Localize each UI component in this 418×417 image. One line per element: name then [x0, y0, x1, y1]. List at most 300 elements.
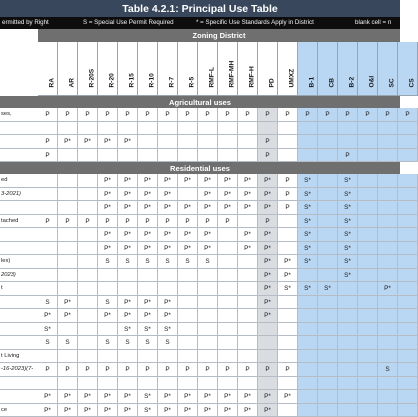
- table-cell: P*: [258, 255, 278, 269]
- table-cell: [218, 309, 238, 323]
- table-cell: P*: [118, 228, 138, 242]
- table-cell: [358, 269, 378, 283]
- table-cell: [238, 135, 258, 149]
- table-cell: P: [118, 108, 138, 122]
- table-row: [0, 323, 400, 337]
- table-cell: [398, 255, 418, 269]
- table-cell: [198, 296, 218, 310]
- table-cell: [58, 255, 78, 269]
- table-cell: [378, 296, 398, 310]
- table-cell: [218, 122, 238, 136]
- table-cell: [178, 336, 198, 350]
- table-cell: [198, 122, 218, 136]
- table-cell: [218, 242, 238, 256]
- table-cell: P*: [238, 242, 258, 256]
- table-cell: [378, 255, 398, 269]
- table-cell: [118, 149, 138, 163]
- table-cell: P: [158, 215, 178, 229]
- table-cell: [38, 269, 58, 283]
- table-cell: P: [258, 215, 278, 229]
- table-cell: [78, 149, 98, 163]
- table-cell: S: [98, 336, 118, 350]
- district-header-label: B-2: [348, 77, 355, 88]
- table-cell: P*: [258, 296, 278, 310]
- table-cell: [338, 309, 358, 323]
- table-cell: P: [258, 135, 278, 149]
- table-cell: P: [38, 363, 58, 377]
- table-cell: P: [258, 149, 278, 163]
- table-cell: [278, 309, 298, 323]
- table-row: [0, 377, 400, 391]
- table-cell: [58, 201, 78, 215]
- table-cell: [358, 390, 378, 404]
- table-cell: S*: [298, 215, 318, 229]
- district-header-label: RMF-L: [208, 67, 215, 88]
- table-cell: P*: [98, 228, 118, 242]
- district-header-r-10: [138, 42, 158, 96]
- table-cell: P*: [118, 296, 138, 310]
- table-row: [0, 363, 400, 377]
- table-cell: P: [138, 363, 158, 377]
- table-cell: [158, 350, 178, 364]
- table-row: [0, 390, 400, 404]
- table-cell: [318, 242, 338, 256]
- table-cell: [398, 377, 418, 391]
- table-cell: [298, 122, 318, 136]
- table-cell: P: [278, 174, 298, 188]
- district-header-r-20: [98, 42, 118, 96]
- table-cell: S*: [278, 282, 298, 296]
- legend-specific: * = Specific Use Standards Apply in District: [196, 19, 314, 26]
- table-cell: [398, 309, 418, 323]
- table-cell: [278, 242, 298, 256]
- table-cell: P*: [38, 390, 58, 404]
- table-cell: [378, 390, 398, 404]
- table-cell: [138, 269, 158, 283]
- table-cell: [198, 269, 218, 283]
- table-cell: [298, 390, 318, 404]
- table-cell: P: [38, 135, 58, 149]
- section-agricultural: Agricultural uses: [0, 96, 400, 108]
- table-cell: [258, 336, 278, 350]
- table-cell: [58, 269, 78, 283]
- table-cell: S: [138, 255, 158, 269]
- table-cell: P: [398, 108, 418, 122]
- table-cell: S: [178, 255, 198, 269]
- table-cell: P*: [78, 135, 98, 149]
- row-label: [0, 336, 38, 350]
- table-cell: [378, 174, 398, 188]
- table-cell: [218, 255, 238, 269]
- table-cell: [338, 336, 358, 350]
- table-cell: P*: [258, 269, 278, 283]
- table-cell: [398, 228, 418, 242]
- table-cell: [78, 282, 98, 296]
- table-cell: [278, 296, 298, 310]
- table-cell: [58, 188, 78, 202]
- table-cell: P*: [158, 188, 178, 202]
- district-header-ar: [58, 42, 78, 96]
- table-cell: [78, 377, 98, 391]
- row-label: tached: [0, 215, 38, 229]
- table-cell: [58, 122, 78, 136]
- table-cell: P*: [198, 228, 218, 242]
- table-cell: [178, 323, 198, 337]
- table-cell: P: [258, 108, 278, 122]
- table-cell: [178, 122, 198, 136]
- table-cell: P: [158, 363, 178, 377]
- district-header-r-15: [118, 42, 138, 96]
- table-cell: [378, 323, 398, 337]
- table-cell: P*: [218, 404, 238, 417]
- table-cell: [318, 296, 338, 310]
- table-cell: [318, 135, 338, 149]
- table-cell: P*: [178, 228, 198, 242]
- table-cell: [118, 122, 138, 136]
- table-cell: [318, 363, 338, 377]
- table-cell: S: [378, 363, 398, 377]
- table-cell: [118, 269, 138, 283]
- table-cell: P: [378, 108, 398, 122]
- table-cell: P*: [198, 242, 218, 256]
- table-cell: P: [38, 108, 58, 122]
- table-cell: P*: [258, 309, 278, 323]
- table-cell: P: [78, 108, 98, 122]
- table-cell: [258, 323, 278, 337]
- table-cell: [298, 309, 318, 323]
- table-cell: P*: [118, 135, 138, 149]
- table-cell: [398, 390, 418, 404]
- table-cell: [98, 269, 118, 283]
- table-cell: P*: [138, 309, 158, 323]
- table-cell: [378, 242, 398, 256]
- table-cell: [318, 377, 338, 391]
- table-cell: P*: [118, 309, 138, 323]
- table-cell: P*: [118, 201, 138, 215]
- district-header-b-2: [338, 42, 358, 96]
- table-cell: P*: [58, 309, 78, 323]
- table-cell: [238, 255, 258, 269]
- table-cell: [358, 135, 378, 149]
- table-cell: [378, 149, 398, 163]
- district-header-label: PD: [268, 78, 275, 87]
- table-cell: [398, 174, 418, 188]
- table-cell: S*: [298, 201, 318, 215]
- table-cell: P: [318, 108, 338, 122]
- district-header-label: RA: [48, 78, 55, 88]
- table-cell: [98, 350, 118, 364]
- table-cell: [378, 228, 398, 242]
- table-cell: [158, 269, 178, 283]
- table-cell: P*: [98, 390, 118, 404]
- table-cell: P*: [218, 390, 238, 404]
- table-cell: [78, 201, 98, 215]
- district-header-rmf-h: [238, 42, 258, 96]
- row-label: lex): [0, 255, 38, 269]
- table-cell: [398, 269, 418, 283]
- row-label: [0, 377, 38, 391]
- row-label: 3-2021): [0, 188, 38, 202]
- table-cell: S*: [298, 255, 318, 269]
- table-cell: P*: [138, 296, 158, 310]
- table-cell: P: [278, 188, 298, 202]
- table-cell: P*: [178, 174, 198, 188]
- table-cell: P*: [138, 242, 158, 256]
- table-cell: S: [158, 255, 178, 269]
- table-cell: P: [358, 108, 378, 122]
- district-header-r-20s: [78, 42, 98, 96]
- table-cell: [58, 323, 78, 337]
- table-cell: [38, 255, 58, 269]
- table-cell: [278, 149, 298, 163]
- table-cell: [318, 309, 338, 323]
- table-cell: P*: [178, 201, 198, 215]
- table-cell: [318, 228, 338, 242]
- table-cell: P: [58, 108, 78, 122]
- table-cell: P: [78, 363, 98, 377]
- table-cell: [258, 122, 278, 136]
- table-cell: [38, 188, 58, 202]
- table-cell: S: [58, 336, 78, 350]
- table-cell: P: [278, 108, 298, 122]
- table-cell: [358, 228, 378, 242]
- table-cell: [198, 350, 218, 364]
- row-label: -16-2023)(7-: [0, 363, 38, 377]
- table-cell: [318, 215, 338, 229]
- table-cell: S*: [338, 215, 358, 229]
- table-cell: [158, 282, 178, 296]
- table-cell: [178, 309, 198, 323]
- table-cell: [78, 228, 98, 242]
- table-cell: [158, 149, 178, 163]
- table-cell: [318, 174, 338, 188]
- table-cell: [338, 135, 358, 149]
- table-cell: S*: [338, 201, 358, 215]
- table-cell: [358, 282, 378, 296]
- table-cell: P*: [258, 228, 278, 242]
- table-cell: P*: [158, 201, 178, 215]
- table-cell: P*: [38, 404, 58, 417]
- table-cell: S*: [338, 242, 358, 256]
- row-label: [0, 135, 38, 149]
- table-cell: [278, 404, 298, 417]
- table-cell: [338, 282, 358, 296]
- table-cell: [98, 149, 118, 163]
- district-header-label: CS: [408, 78, 415, 87]
- table-cell: [338, 323, 358, 337]
- table-cell: [178, 149, 198, 163]
- row-label: [0, 323, 38, 337]
- table-cell: P: [158, 108, 178, 122]
- table-cell: P*: [258, 242, 278, 256]
- table-cell: S*: [298, 174, 318, 188]
- table-cell: [298, 363, 318, 377]
- table-cell: P*: [278, 269, 298, 283]
- district-header-label: UMXZ: [288, 69, 295, 88]
- table-cell: P*: [158, 242, 178, 256]
- table-cell: P*: [98, 188, 118, 202]
- table-cell: [218, 269, 238, 283]
- table-cell: P*: [58, 296, 78, 310]
- table-cell: P*: [198, 404, 218, 417]
- row-label: t: [0, 282, 38, 296]
- table-row: [0, 188, 400, 202]
- table-cell: P*: [238, 188, 258, 202]
- table-cell: [338, 404, 358, 417]
- table-cell: [218, 149, 238, 163]
- table-cell: [238, 296, 258, 310]
- table-cell: [278, 228, 298, 242]
- table-cell: [378, 201, 398, 215]
- table-cell: [298, 377, 318, 391]
- table-row: [0, 228, 400, 242]
- table-title: Table 4.2.1: Principal Use Table: [0, 0, 400, 17]
- table-cell: [178, 350, 198, 364]
- table-cell: [238, 282, 258, 296]
- table-cell: P*: [98, 174, 118, 188]
- table-row: [0, 296, 400, 310]
- table-cell: S: [118, 336, 138, 350]
- table-cell: [398, 282, 418, 296]
- table-cell: P*: [258, 282, 278, 296]
- table-cell: P*: [258, 188, 278, 202]
- row-label: [0, 309, 38, 323]
- table-cell: [398, 201, 418, 215]
- table-cell: [318, 188, 338, 202]
- table-cell: P*: [98, 135, 118, 149]
- district-header-label: B-1: [308, 77, 315, 88]
- table-cell: P: [218, 215, 238, 229]
- table-cell: [98, 122, 118, 136]
- table-cell: P: [38, 215, 58, 229]
- table-cell: P*: [178, 390, 198, 404]
- table-cell: [238, 122, 258, 136]
- table-cell: P*: [258, 174, 278, 188]
- table-cell: [118, 350, 138, 364]
- district-header-umxz: [278, 42, 298, 96]
- table-cell: [398, 215, 418, 229]
- table-cell: [378, 215, 398, 229]
- table-row: [0, 309, 400, 323]
- table-cell: S*: [138, 323, 158, 337]
- table-cell: P: [58, 363, 78, 377]
- table-cell: [138, 149, 158, 163]
- table-cell: P: [138, 108, 158, 122]
- table-cell: P*: [218, 174, 238, 188]
- table-cell: [378, 188, 398, 202]
- table-cell: [218, 282, 238, 296]
- table-cell: [238, 350, 258, 364]
- table-cell: [318, 122, 338, 136]
- table-cell: [238, 215, 258, 229]
- table-cell: P: [178, 215, 198, 229]
- district-header-pd: [258, 42, 278, 96]
- table-cell: [318, 149, 338, 163]
- table-cell: S*: [118, 323, 138, 337]
- table-cell: [358, 215, 378, 229]
- table-cell: S*: [318, 282, 338, 296]
- table-cell: P: [298, 108, 318, 122]
- table-cell: [58, 350, 78, 364]
- table-cell: [198, 135, 218, 149]
- table-cell: [318, 390, 338, 404]
- table-cell: S*: [158, 323, 178, 337]
- row-label: [0, 149, 38, 163]
- table-cell: S*: [298, 228, 318, 242]
- table-cell: [198, 323, 218, 337]
- table-cell: P*: [378, 282, 398, 296]
- table-cell: [58, 228, 78, 242]
- table-cell: P*: [218, 201, 238, 215]
- table-cell: [218, 228, 238, 242]
- legend-blank: blank cell = n: [355, 19, 391, 26]
- table-cell: P: [178, 108, 198, 122]
- table-cell: [358, 122, 378, 136]
- table-cell: P: [238, 108, 258, 122]
- table-row: [0, 269, 400, 283]
- district-header-cb: [318, 42, 338, 96]
- table-cell: [38, 350, 58, 364]
- district-header-label: R-20S: [88, 69, 95, 88]
- table-cell: S*: [338, 188, 358, 202]
- table-cell: S: [38, 296, 58, 310]
- table-cell: P*: [138, 201, 158, 215]
- table-cell: [398, 296, 418, 310]
- table-cell: [238, 149, 258, 163]
- table-cell: [178, 282, 198, 296]
- table-cell: [398, 122, 418, 136]
- table-cell: P*: [258, 404, 278, 417]
- table-cell: S*: [298, 188, 318, 202]
- table-cell: P*: [238, 404, 258, 417]
- district-header-o-i: [358, 42, 378, 96]
- table-cell: P: [78, 215, 98, 229]
- table-cell: [358, 255, 378, 269]
- row-label: [0, 122, 38, 136]
- row-label: [0, 296, 38, 310]
- district-header-label: R-15: [128, 73, 135, 87]
- table-cell: P*: [138, 174, 158, 188]
- table-cell: P*: [258, 390, 278, 404]
- table-cell: S*: [298, 242, 318, 256]
- table-cell: [378, 377, 398, 391]
- table-cell: P*: [98, 242, 118, 256]
- table-cell: [158, 135, 178, 149]
- table-cell: P*: [198, 174, 218, 188]
- row-label: 2023): [0, 269, 38, 283]
- table-cell: P: [278, 201, 298, 215]
- table-cell: [238, 309, 258, 323]
- table-cell: P: [198, 363, 218, 377]
- table-cell: [38, 228, 58, 242]
- table-row: [0, 282, 400, 296]
- table-cell: [298, 149, 318, 163]
- table-cell: [338, 390, 358, 404]
- table-cell: [398, 242, 418, 256]
- table-cell: P*: [138, 188, 158, 202]
- table-cell: [378, 309, 398, 323]
- table-cell: S: [198, 255, 218, 269]
- table-cell: [158, 122, 178, 136]
- table-cell: P: [258, 363, 278, 377]
- table-cell: [358, 149, 378, 163]
- table-cell: P*: [78, 404, 98, 417]
- table-cell: S*: [338, 174, 358, 188]
- table-cell: P*: [178, 242, 198, 256]
- table-cell: [298, 135, 318, 149]
- table-cell: P*: [98, 404, 118, 417]
- table-cell: P*: [78, 390, 98, 404]
